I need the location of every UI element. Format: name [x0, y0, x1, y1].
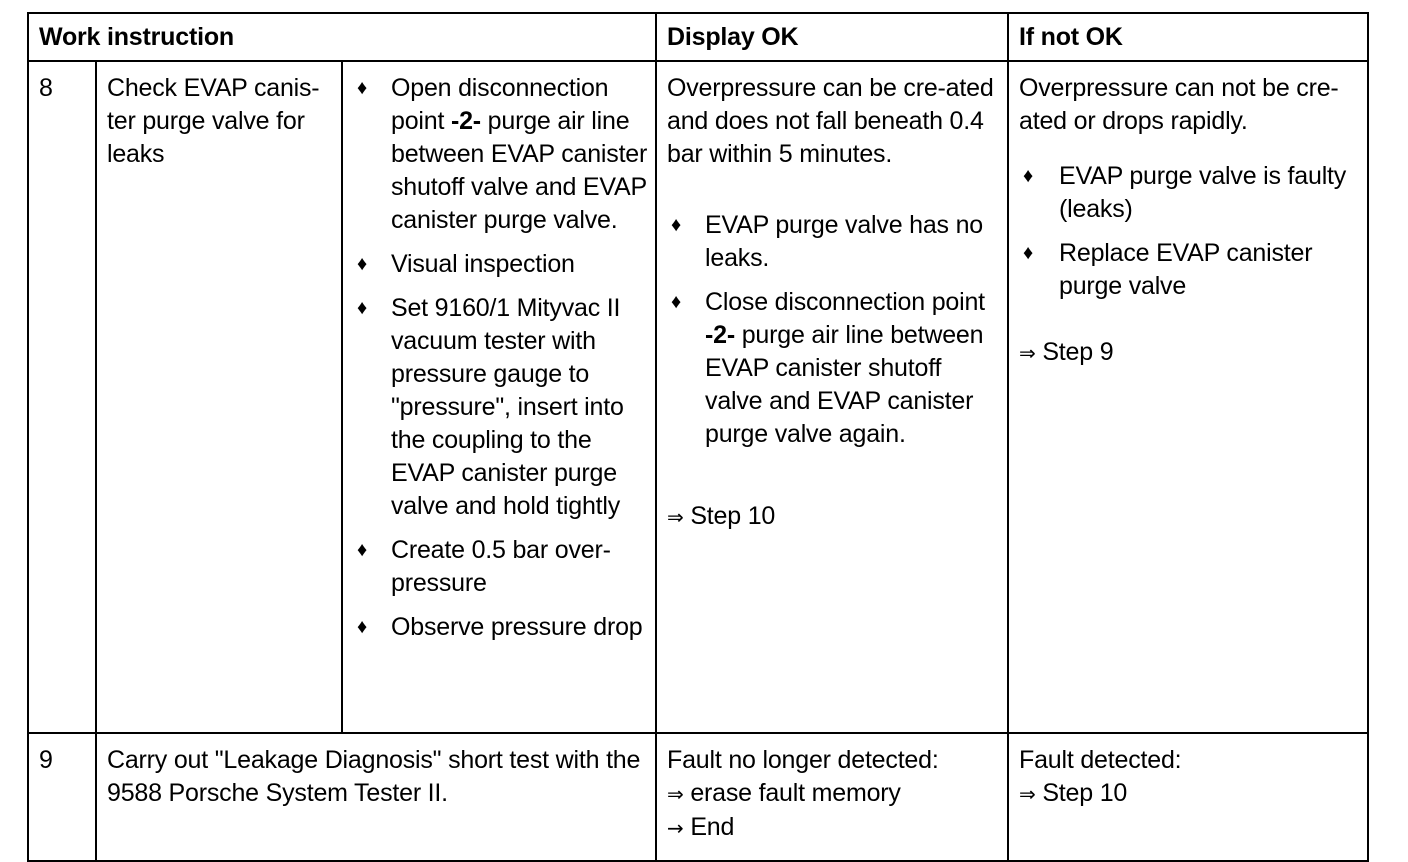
- double-arrow-icon: ⇒: [667, 782, 684, 806]
- double-arrow-icon: ⇒: [667, 505, 684, 529]
- arrow-right-icon: →: [667, 816, 684, 840]
- display-ok-cell: Fault no longer detected: ⇒ erase fault memory → End: [656, 733, 1008, 861]
- table-row-step-9: [28, 733, 1368, 861]
- instruction-list: [353, 72, 649, 644]
- display-ok-list: [667, 209, 1001, 451]
- task-cell: Check EVAP canis-ter purge valve for leaks: [96, 61, 342, 733]
- double-arrow-icon: ⇒: [1019, 341, 1036, 365]
- list-item: ♦ Visual inspection: [353, 248, 649, 281]
- display-ok-cell: [656, 61, 1008, 733]
- if-not-ok-list: [1019, 160, 1361, 303]
- diamond-bullet-icon: ♦: [357, 616, 368, 638]
- list-item: ♦ EVAP purge valve is faulty (leaks): [1023, 162, 1347, 223]
- diamond-bullet-icon: ♦: [357, 253, 368, 275]
- instructions-cell: [342, 61, 656, 733]
- diamond-bullet-icon: ♦: [1023, 242, 1034, 264]
- list-item: ♦ Open disconnection point -2- purge air line between EVAP canister shutoff valve and EVAP canister purge valve.: [357, 74, 648, 234]
- list-item: ♦ EVAP purge valve has no leaks.: [671, 211, 984, 272]
- list-item: ♦ Set 9160/1 Mityvac II vacuum tester with pressure gauge to "pressure", insert into the coupling to the EVAP canister purge valve and hold tightly: [357, 294, 624, 520]
- task-cell: Carry out "Leakage Diagnosis" short test with the 9588 Porsche System Tester II.: [96, 733, 656, 861]
- diamond-bullet-icon: ♦: [671, 214, 682, 236]
- diamond-bullet-icon: ♦: [1023, 165, 1034, 187]
- header-if-not-ok: If not OK: [1008, 13, 1368, 61]
- if-not-ok-cell: [1008, 61, 1368, 733]
- table-row-step-8: [28, 61, 1368, 733]
- list-item: ♦ Observe pressure drop: [353, 611, 649, 644]
- header-row: [28, 13, 1368, 61]
- diamond-bullet-icon: ♦: [357, 297, 368, 319]
- diamond-bullet-icon: ♦: [357, 77, 368, 99]
- diamond-bullet-icon: ♦: [671, 291, 682, 313]
- list-item: ♦ Close disconnection point -2- purge air line between EVAP canister shutoff valve and EVAP canister purge valve again.: [671, 288, 985, 448]
- if-not-ok-text: Overpressure can not be cre-ated or drops rapidly.: [1019, 74, 1339, 135]
- header-work-instruction: Work instruction: [28, 13, 656, 61]
- next-step-line: ⇒ Step 10: [667, 502, 776, 530]
- double-arrow-icon: ⇒: [1019, 782, 1036, 806]
- work-instruction-table: [27, 12, 1369, 862]
- step-number: 8: [28, 61, 96, 733]
- if-not-ok-cell: Fault detected: ⇒ Step 10: [1008, 733, 1368, 861]
- display-ok-text: Overpressure can be cre-ated and does not fall beneath 0.4 bar within 5 minutes.: [667, 74, 994, 168]
- list-item: ♦ Create 0.5 bar over-pressure: [357, 536, 611, 597]
- step-number: 9: [28, 733, 96, 861]
- list-item: ♦ Replace EVAP canister purge valve: [1023, 239, 1313, 300]
- diamond-bullet-icon: ♦: [357, 539, 368, 561]
- header-display-ok: Display OK: [656, 13, 1008, 61]
- next-step-line: ⇒ Step 9: [1019, 338, 1114, 366]
